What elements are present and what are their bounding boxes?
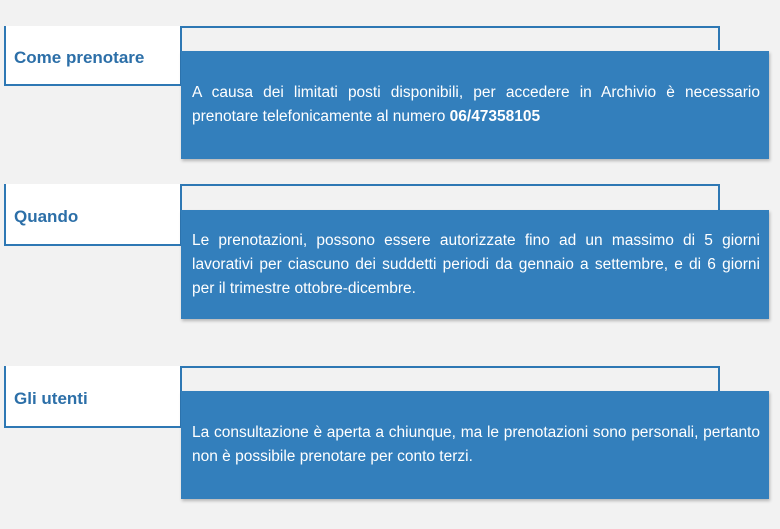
section-content-box [181, 391, 769, 499]
section-content-text: Le prenotazioni, possono essere autorizzate fino ad un massimo di 5 giorni lavorativi per ciascuno dei suddetti periodi da gennaio a settembre, e di 6 giorni per il trimestre ottobre-dicembre. [192, 231, 760, 297]
section-text: A causa dei limitati posti disponibili, per accedere in Archivio è necessario prenotare telefonicamente al numero [192, 84, 760, 125]
section-label: Come prenotare [14, 48, 145, 67]
section-content-text: La consultazione è aperta a chiunque, ma le prenotazioni sono personali, pertanto non è possibile prenotare per conto terzi. [192, 424, 760, 465]
section-label: Gli utenti [14, 389, 88, 408]
phone-number: 06/47358105 [449, 108, 541, 125]
section-label: Quando [14, 207, 79, 226]
